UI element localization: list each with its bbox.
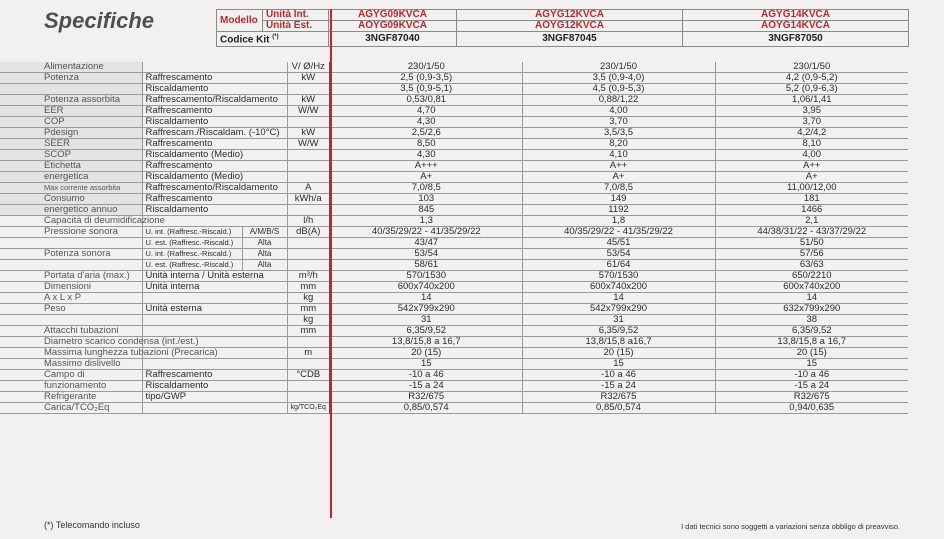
row-label: Campo di xyxy=(0,370,142,381)
red-divider-line xyxy=(330,9,332,518)
table-row xyxy=(0,73,908,84)
value-cell: 2,5 (0,9-3,5) xyxy=(330,73,522,84)
value-cell: 63/63 xyxy=(715,260,908,271)
value-cell: 845 xyxy=(330,205,522,216)
value-cell: 4,2 (0,9-5,2) xyxy=(715,73,908,84)
row-sublabel: Riscaldamento xyxy=(142,381,287,392)
value-cell: -10 a 46 xyxy=(330,370,522,381)
row-unit: kg/TCO₂Eq xyxy=(287,403,330,414)
value-cell: 45/51 xyxy=(522,238,715,249)
row-unit: dB(A) xyxy=(287,227,330,238)
table-row xyxy=(0,216,908,227)
value-cell: R32/675 xyxy=(522,392,715,403)
value-cell: 6,35/9,52 xyxy=(715,326,908,337)
value-cell: 1,06/1,41 xyxy=(715,95,908,106)
table-row xyxy=(0,161,908,172)
row-label: Peso xyxy=(0,304,142,315)
disclaimer: I dati tecnici sono soggetti a variazioni senza obbligo di preavviso. xyxy=(681,522,900,531)
row-label: Dimensioni xyxy=(0,282,142,293)
value-cell: A+ xyxy=(715,172,908,183)
value-cell: 5,2 (0,9-6,3) xyxy=(715,84,908,95)
row-unit xyxy=(287,84,330,95)
value-cell: A+ xyxy=(522,172,715,183)
row-sublabel: Raffrescamento xyxy=(142,370,287,381)
row-sublabel: Unità interna xyxy=(142,282,287,293)
row-label: Potenza sonora xyxy=(0,249,142,260)
row-qualifier: Alta xyxy=(242,249,287,260)
value-cell: -15 a 24 xyxy=(715,381,908,392)
row-unit xyxy=(287,161,330,172)
value-cell: 8,20 xyxy=(522,139,715,150)
value-cell: 4,00 xyxy=(522,106,715,117)
value-cell: -15 a 24 xyxy=(330,381,522,392)
unita-est-label: Unità Est. xyxy=(263,21,329,32)
row-qualifier: Alta xyxy=(242,260,287,271)
value-cell: 15 xyxy=(522,359,715,370)
table-row xyxy=(0,128,908,139)
row-label: Diametro scarico condensa (int./est.) xyxy=(0,337,142,348)
value-cell: R32/675 xyxy=(330,392,522,403)
header-row-int xyxy=(217,10,909,21)
row-sublabel: tipo/GWP xyxy=(142,392,287,403)
value-cell: -10 a 46 xyxy=(522,370,715,381)
value-cell: 13,8/15,8 a16,7 xyxy=(522,337,715,348)
value-cell: 6,35/9,52 xyxy=(522,326,715,337)
row-sublabel: U. int. (Raffresc.-Riscald.) xyxy=(142,249,242,260)
row-label: Potenza assorbita xyxy=(0,95,142,106)
row-sublabel: Riscaldamento (Medio) xyxy=(142,150,287,161)
table-row xyxy=(0,403,908,414)
value-cell: A+++ xyxy=(330,161,522,172)
row-sublabel: Raffrescam./Riscaldam. (-10°C) xyxy=(142,128,287,139)
row-label: Portata d'aria (max.) xyxy=(0,271,142,282)
codice-kit-cell xyxy=(217,32,329,47)
table-row xyxy=(0,172,908,183)
row-label: Carica/TCO₂Eq xyxy=(0,403,142,414)
value-cell: 4,70 xyxy=(330,106,522,117)
row-label: Massima lunghezza tubazioni (Precarica) xyxy=(0,348,142,359)
value-cell: 14 xyxy=(715,293,908,304)
row-label: Pressione sonora xyxy=(0,227,142,238)
row-unit xyxy=(287,172,330,183)
table-row xyxy=(0,315,908,326)
row-unit: kW xyxy=(287,95,330,106)
row-unit: mm xyxy=(287,304,330,315)
row-label: SCOP xyxy=(0,150,142,161)
row-label: Potenza xyxy=(0,73,142,84)
specifications-table xyxy=(0,62,908,414)
value-cell: 3,95 xyxy=(715,106,908,117)
value-cell: 0,85/0,574 xyxy=(330,403,522,414)
value-cell: 542x799x290 xyxy=(522,304,715,315)
value-cell: 15 xyxy=(715,359,908,370)
value-cell: 11,00/12,00 xyxy=(715,183,908,194)
value-cell: A++ xyxy=(715,161,908,172)
value-cell: 2,5/2,6 xyxy=(330,128,522,139)
row-sublabel: U. est. (Raffresc.-Riscald.) xyxy=(142,260,242,271)
row-label: Etichetta xyxy=(0,161,142,172)
row-unit: m³/h xyxy=(287,271,330,282)
value-cell: 58/61 xyxy=(330,260,522,271)
row-unit xyxy=(287,249,330,260)
row-sublabel: Raffrescamento xyxy=(142,161,287,172)
value-cell: 3,70 xyxy=(522,117,715,128)
row-unit: m xyxy=(287,348,330,359)
value-cell: 181 xyxy=(715,194,908,205)
row-unit: l/h xyxy=(287,216,330,227)
value-cell: 1,3 xyxy=(330,216,522,227)
value-cell: 13,8/15,8 a 16,7 xyxy=(715,337,908,348)
table-row xyxy=(0,348,908,359)
row-unit: mm xyxy=(287,326,330,337)
row-unit: A xyxy=(287,183,330,194)
value-cell: 632x799x290 xyxy=(715,304,908,315)
row-unit: mm xyxy=(287,282,330,293)
value-cell: 230/1/50 xyxy=(330,62,522,73)
value-cell: 600x740x200 xyxy=(715,282,908,293)
value-cell: R32/675 xyxy=(715,392,908,403)
value-cell: 1466 xyxy=(715,205,908,216)
value-cell: 8,50 xyxy=(330,139,522,150)
row-sublabel xyxy=(142,62,287,73)
kit-code-2: 3NGF87045 xyxy=(457,32,683,47)
value-cell: 15 xyxy=(330,359,522,370)
table-row xyxy=(0,62,908,73)
row-unit xyxy=(287,260,330,271)
row-label xyxy=(0,84,142,95)
value-cell: 0,53/0,81 xyxy=(330,95,522,106)
row-label xyxy=(0,238,142,249)
value-cell: 1,8 xyxy=(522,216,715,227)
table-row xyxy=(0,150,908,161)
table-row xyxy=(0,117,908,128)
row-unit: W/W xyxy=(287,106,330,117)
row-label: EER xyxy=(0,106,142,117)
table-row xyxy=(0,260,908,271)
row-sublabel: Raffrescamento/Riscaldamento xyxy=(142,95,287,106)
footnote: (*) Telecomando incluso xyxy=(44,520,140,530)
value-cell: 4,00 xyxy=(715,150,908,161)
row-label: energetico annuo xyxy=(0,205,142,216)
table-row xyxy=(0,249,908,260)
row-unit: kg xyxy=(287,315,330,326)
row-unit: W/W xyxy=(287,139,330,150)
value-cell: 650/2210 xyxy=(715,271,908,282)
value-cell: 40/35/29/22 - 41/35/29/22 xyxy=(330,227,522,238)
header-row-est xyxy=(217,21,909,32)
value-cell: 103 xyxy=(330,194,522,205)
table-row xyxy=(0,205,908,216)
unita-int-label: Unità Int. xyxy=(263,10,329,21)
row-unit xyxy=(287,337,330,348)
value-cell: 0,88/1,22 xyxy=(522,95,715,106)
value-cell: 0,85/0,574 xyxy=(522,403,715,414)
value-cell: 14 xyxy=(522,293,715,304)
page-title: Specifiche xyxy=(44,8,155,33)
value-cell: 3,5 (0,9-5,1) xyxy=(330,84,522,95)
kit-code-1: 3NGF87040 xyxy=(329,32,457,47)
modello-label: Modello xyxy=(217,10,263,32)
value-cell: 149 xyxy=(522,194,715,205)
value-cell: 38 xyxy=(715,315,908,326)
table-row xyxy=(0,238,908,249)
row-label: A x L x P xyxy=(0,293,142,304)
value-cell: 40/35/29/22 - 41/35/29/22 xyxy=(522,227,715,238)
table-row xyxy=(0,84,908,95)
table-row xyxy=(0,293,908,304)
header-row-kit xyxy=(217,32,909,47)
row-sublabel xyxy=(142,359,287,370)
row-sublabel: Riscaldamento xyxy=(142,84,287,95)
model-int-2: AGYG12KVCA xyxy=(457,10,683,21)
codice-kit-note: (*) xyxy=(272,34,279,41)
row-unit: V/ Ø/Hz xyxy=(287,62,330,73)
row-label: Attacchi tubazioni xyxy=(0,326,142,337)
row-unit: kWh/a xyxy=(287,194,330,205)
row-sublabel: Raffrescamento/Riscaldamento xyxy=(142,183,287,194)
table-row xyxy=(0,392,908,403)
value-cell: 600x740x200 xyxy=(330,282,522,293)
row-unit xyxy=(287,359,330,370)
value-cell: 8,10 xyxy=(715,139,908,150)
row-label: Massimo dislivello xyxy=(0,359,142,370)
row-label xyxy=(0,260,142,271)
value-cell: 57/56 xyxy=(715,249,908,260)
row-label: energetica xyxy=(0,172,142,183)
value-cell: A+ xyxy=(330,172,522,183)
table-row xyxy=(0,194,908,205)
model-est-1: AOYG09KVCA xyxy=(329,21,457,32)
table-row xyxy=(0,282,908,293)
value-cell: 53/54 xyxy=(522,249,715,260)
value-cell: 61/64 xyxy=(522,260,715,271)
value-cell: 31 xyxy=(522,315,715,326)
model-int-3: AGYG14KVCA xyxy=(683,10,909,21)
value-cell: 7,0/8,5 xyxy=(330,183,522,194)
codice-kit-label: Codice Kit xyxy=(220,34,270,46)
value-cell: 3,5 (0,9-4,0) xyxy=(522,73,715,84)
value-cell: 2,1 xyxy=(715,216,908,227)
value-cell: 20 (15) xyxy=(522,348,715,359)
table-row xyxy=(0,183,908,194)
model-est-2: AOYG12KVCA xyxy=(457,21,683,32)
value-cell: -10 a 46 xyxy=(715,370,908,381)
row-sublabel: Raffrescamento xyxy=(142,194,287,205)
value-cell: 570/1530 xyxy=(330,271,522,282)
table-row xyxy=(0,359,908,370)
value-cell: 4,30 xyxy=(330,117,522,128)
table-row xyxy=(0,227,908,238)
model-est-3: AOYG14KVCA xyxy=(683,21,909,32)
value-cell: 44/38/31/22 - 43/37/29/22 xyxy=(715,227,908,238)
table-row xyxy=(0,106,908,117)
row-sublabel: Riscaldamento xyxy=(142,117,287,128)
row-unit xyxy=(287,117,330,128)
value-cell: 4,10 xyxy=(522,150,715,161)
row-unit xyxy=(287,392,330,403)
row-unit xyxy=(287,205,330,216)
table-row xyxy=(0,381,908,392)
row-sublabel: Raffrescamento xyxy=(142,139,287,150)
row-sublabel: Raffrescamento xyxy=(142,73,287,84)
row-sublabel: Riscaldamento (Medio) xyxy=(142,172,287,183)
value-cell: 31 xyxy=(330,315,522,326)
value-cell: 230/1/50 xyxy=(522,62,715,73)
value-cell: 7,0/8,5 xyxy=(522,183,715,194)
value-cell: 43/47 xyxy=(330,238,522,249)
row-unit xyxy=(287,150,330,161)
kit-code-3: 3NGF87050 xyxy=(683,32,909,47)
row-unit: kW xyxy=(287,128,330,139)
row-label: Consumo xyxy=(0,194,142,205)
row-label: COP xyxy=(0,117,142,128)
value-cell: 570/1530 xyxy=(522,271,715,282)
row-unit xyxy=(287,381,330,392)
value-cell: 600x740x200 xyxy=(522,282,715,293)
table-row xyxy=(0,271,908,282)
table-row xyxy=(0,370,908,381)
value-cell: 4,5 (0,9-5,3) xyxy=(522,84,715,95)
table-row xyxy=(0,304,908,315)
value-cell: 542x799x290 xyxy=(330,304,522,315)
row-unit: °CDB xyxy=(287,370,330,381)
row-sublabel xyxy=(142,403,287,414)
value-cell: A++ xyxy=(522,161,715,172)
row-sublabel xyxy=(142,315,287,326)
row-sublabel xyxy=(142,293,287,304)
table-row xyxy=(0,326,908,337)
value-cell: 4,2/4,2 xyxy=(715,128,908,139)
value-cell: 20 (15) xyxy=(330,348,522,359)
model-header-table xyxy=(216,9,909,47)
row-label: Max corrente assorbita xyxy=(0,183,142,194)
value-cell: 20 (15) xyxy=(715,348,908,359)
row-unit: kW xyxy=(287,73,330,84)
row-label xyxy=(0,315,142,326)
value-cell: 14 xyxy=(330,293,522,304)
row-label: Alimentazione xyxy=(0,62,142,73)
table-row xyxy=(0,139,908,150)
value-cell: 4,30 xyxy=(330,150,522,161)
row-sublabel: Riscaldamento xyxy=(142,205,287,216)
row-sublabel: Raffrescamento xyxy=(142,106,287,117)
value-cell: -15 a 24 xyxy=(522,381,715,392)
row-sublabel: Unità interna / Unità esterna xyxy=(142,271,287,282)
value-cell: 6,35/9,52 xyxy=(330,326,522,337)
value-cell: 0,94/0,635 xyxy=(715,403,908,414)
row-qualifier: Alta xyxy=(242,238,287,249)
table-row xyxy=(0,95,908,106)
row-label: Refrigerante xyxy=(0,392,142,403)
row-unit xyxy=(287,238,330,249)
value-cell: 230/1/50 xyxy=(715,62,908,73)
row-label: Capacità di deumidificazione xyxy=(0,216,142,227)
table-row xyxy=(0,337,908,348)
row-sublabel xyxy=(142,326,287,337)
row-sublabel: Unità esterna xyxy=(142,304,287,315)
row-label: Pdesign xyxy=(0,128,142,139)
value-cell: 13,8/15,8 a 16,7 xyxy=(330,337,522,348)
row-sublabel: U. int. (Raffresc.-Riscald.) xyxy=(142,227,242,238)
model-int-1: AGYG09KVCA xyxy=(329,10,457,21)
value-cell: 51/50 xyxy=(715,238,908,249)
row-label: funzionamento xyxy=(0,381,142,392)
row-unit: kg xyxy=(287,293,330,304)
row-qualifier: A/M/B/S xyxy=(242,227,287,238)
row-sublabel: U. est. (Raffresc.-Riscald.) xyxy=(142,238,242,249)
value-cell: 53/54 xyxy=(330,249,522,260)
value-cell: 3,5/3,5 xyxy=(522,128,715,139)
value-cell: 1192 xyxy=(522,205,715,216)
row-label: SEER xyxy=(0,139,142,150)
value-cell: 3,70 xyxy=(715,117,908,128)
